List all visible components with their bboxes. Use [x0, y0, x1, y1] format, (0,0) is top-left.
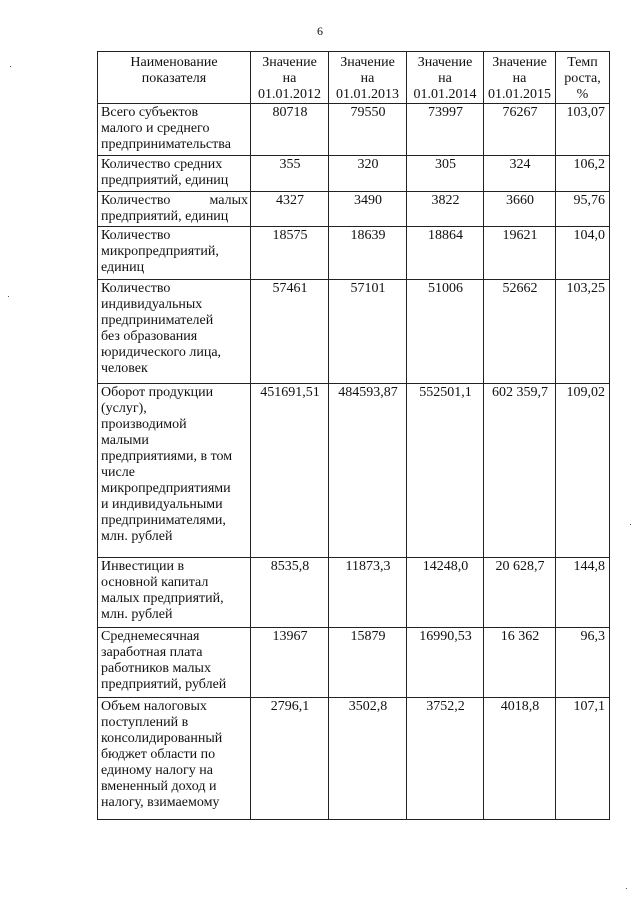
header-indicator-name	[98, 52, 251, 104]
value-2012: 18575	[251, 227, 329, 280]
value-2014: 3752,2	[407, 698, 484, 820]
growth-rate: 106,2	[556, 156, 610, 192]
name-line: производимой	[101, 417, 187, 432]
value-2012: 13967	[251, 628, 329, 698]
value-2013: 320	[329, 156, 407, 192]
header-line: на	[282, 71, 297, 86]
value-2015: 20 628,7	[484, 558, 556, 628]
name-line: единому налогу на	[101, 763, 213, 778]
name-line: числе	[101, 465, 135, 480]
name-line: микропредприятий,	[101, 244, 219, 259]
header-line: 01.01.2013	[336, 87, 399, 102]
value-2013: 15879	[329, 628, 407, 698]
header-line: на	[438, 71, 452, 86]
header-line: 01.01.2014	[413, 87, 477, 102]
header-line: на	[360, 71, 375, 86]
header-value-2015	[484, 52, 556, 104]
indicator-name	[98, 280, 251, 384]
value-2014: 16990,53	[407, 628, 484, 698]
value-2012: 80718	[251, 104, 329, 156]
name-line: и индивидуальными	[101, 497, 223, 512]
value-2013: 484593,87	[329, 384, 407, 558]
name-line: предприятий, единиц	[101, 173, 229, 188]
table-row	[98, 156, 610, 192]
name-line: предприятий, единиц	[101, 209, 229, 224]
table-row	[98, 104, 610, 156]
name-line: заработная плата	[101, 645, 203, 660]
name-line: Количество средних	[101, 157, 223, 172]
header-line: на	[512, 71, 527, 86]
name-line: работников малых	[101, 661, 211, 676]
indicator-name	[98, 104, 251, 156]
value-2012: 4327	[251, 192, 329, 227]
growth-rate: 109,02	[556, 384, 610, 558]
name-line: малого и среднего	[101, 121, 210, 136]
value-2014: 18864	[407, 227, 484, 280]
name-line: человек	[101, 361, 148, 376]
header-line: 01.01.2015	[488, 87, 551, 102]
growth-rate: 107,1	[556, 698, 610, 820]
value-2013: 11873,3	[329, 558, 407, 628]
name-line: поступлений в	[101, 715, 189, 730]
name-line: млн. рублей	[101, 529, 173, 544]
name-line: Инвестиции в	[101, 559, 185, 574]
value-2015: 19621	[484, 227, 556, 280]
header-line: Значение	[340, 55, 395, 70]
growth-rate: 103,07	[556, 104, 610, 156]
header-value-2014	[407, 52, 484, 104]
value-2015: 52662	[484, 280, 556, 384]
growth-rate: 144,8	[556, 558, 610, 628]
table-row	[98, 227, 610, 280]
value-2014: 51006	[407, 280, 484, 384]
name-line: предприятий, рублей	[101, 677, 227, 692]
indicator-name	[98, 192, 251, 227]
indicator-name	[98, 628, 251, 698]
value-2015: 3660	[484, 192, 556, 227]
name-line: без образования	[101, 329, 198, 344]
indicator-name	[98, 156, 251, 192]
value-2014: 73997	[407, 104, 484, 156]
header-line: Темп	[567, 55, 598, 70]
scan-speck	[630, 524, 631, 525]
value-2015: 324	[484, 156, 556, 192]
value-2015: 4018,8	[484, 698, 556, 820]
header-line: Значение	[417, 55, 473, 70]
name-line: предпринимателей	[101, 313, 214, 328]
name-line: (услуг),	[101, 401, 147, 416]
name-line: вмененный доход и	[101, 779, 217, 794]
value-2014: 552501,1	[407, 384, 484, 558]
name-line: предпринимательства	[101, 137, 231, 152]
header-growth-rate	[556, 52, 610, 104]
header-line: %	[576, 87, 589, 102]
value-2013: 3490	[329, 192, 407, 227]
name-line: малыми	[101, 433, 149, 448]
name-line: Всего субъектов	[101, 105, 199, 120]
name-line: Объем налоговых	[101, 699, 207, 714]
name-line: единиц	[101, 260, 145, 275]
table-row	[98, 628, 610, 698]
growth-rate: 103,25	[556, 280, 610, 384]
name-line: Количество	[101, 228, 171, 243]
name-line: млн. рублей	[101, 607, 173, 622]
table-row	[98, 558, 610, 628]
value-2014: 305	[407, 156, 484, 192]
value-2015: 16 362	[484, 628, 556, 698]
header-line: Значение	[262, 55, 317, 70]
scan-speck	[8, 296, 9, 297]
table-row	[98, 280, 610, 384]
value-2012: 451691,51	[251, 384, 329, 558]
growth-rate: 95,76	[556, 192, 610, 227]
name-line: малых предприятий,	[101, 591, 224, 606]
header-line: Значение	[492, 55, 547, 70]
name-line: налогу, взимаемому	[101, 795, 220, 810]
header-line: 01.01.2012	[258, 87, 321, 102]
name-line: предпринимателями,	[101, 513, 226, 528]
name-line: Оборот продукции	[101, 385, 214, 400]
name-line: Среднемесячная	[101, 629, 200, 644]
table-row	[98, 384, 610, 558]
name-line: индивидуальных	[101, 297, 203, 312]
table-header-row	[98, 52, 610, 104]
value-2012: 8535,8	[251, 558, 329, 628]
value-2012: 2796,1	[251, 698, 329, 820]
value-2013: 3502,8	[329, 698, 407, 820]
value-2012: 355	[251, 156, 329, 192]
name-line: микропредприятиями	[101, 481, 231, 496]
table-row	[98, 192, 610, 227]
indicator-name	[98, 698, 251, 820]
header-line: показателя	[141, 71, 207, 86]
indicator-name	[98, 558, 251, 628]
indicator-name	[98, 384, 251, 558]
growth-rate: 96,3	[556, 628, 610, 698]
name-line: основной капитал	[101, 575, 209, 590]
indicators-table	[97, 51, 610, 820]
header-line: роста,	[564, 71, 601, 86]
name-line: бюджет области по	[101, 747, 216, 762]
name-line: Количество	[101, 281, 171, 296]
page-number: 6	[317, 24, 323, 38]
value-2015: 76267	[484, 104, 556, 156]
value-2013: 57101	[329, 280, 407, 384]
value-2013: 79550	[329, 104, 407, 156]
table-row	[98, 698, 610, 820]
value-2015: 602 359,7	[484, 384, 556, 558]
value-2014: 14248,0	[407, 558, 484, 628]
scan-speck	[10, 66, 11, 67]
value-2013: 18639	[329, 227, 407, 280]
value-2014: 3822	[407, 192, 484, 227]
indicator-name	[98, 227, 251, 280]
header-value-2013	[329, 52, 407, 104]
scan-speck	[626, 888, 627, 889]
name-line: предприятиями, в том	[101, 449, 233, 464]
name-line: Количество малых	[101, 193, 248, 208]
value-2012: 57461	[251, 280, 329, 384]
name-line: юридического лица,	[101, 345, 222, 360]
header-value-2012	[251, 52, 329, 104]
header-line: Наименование	[130, 55, 218, 70]
growth-rate: 104,0	[556, 227, 610, 280]
name-line: консолидированный	[101, 731, 223, 746]
